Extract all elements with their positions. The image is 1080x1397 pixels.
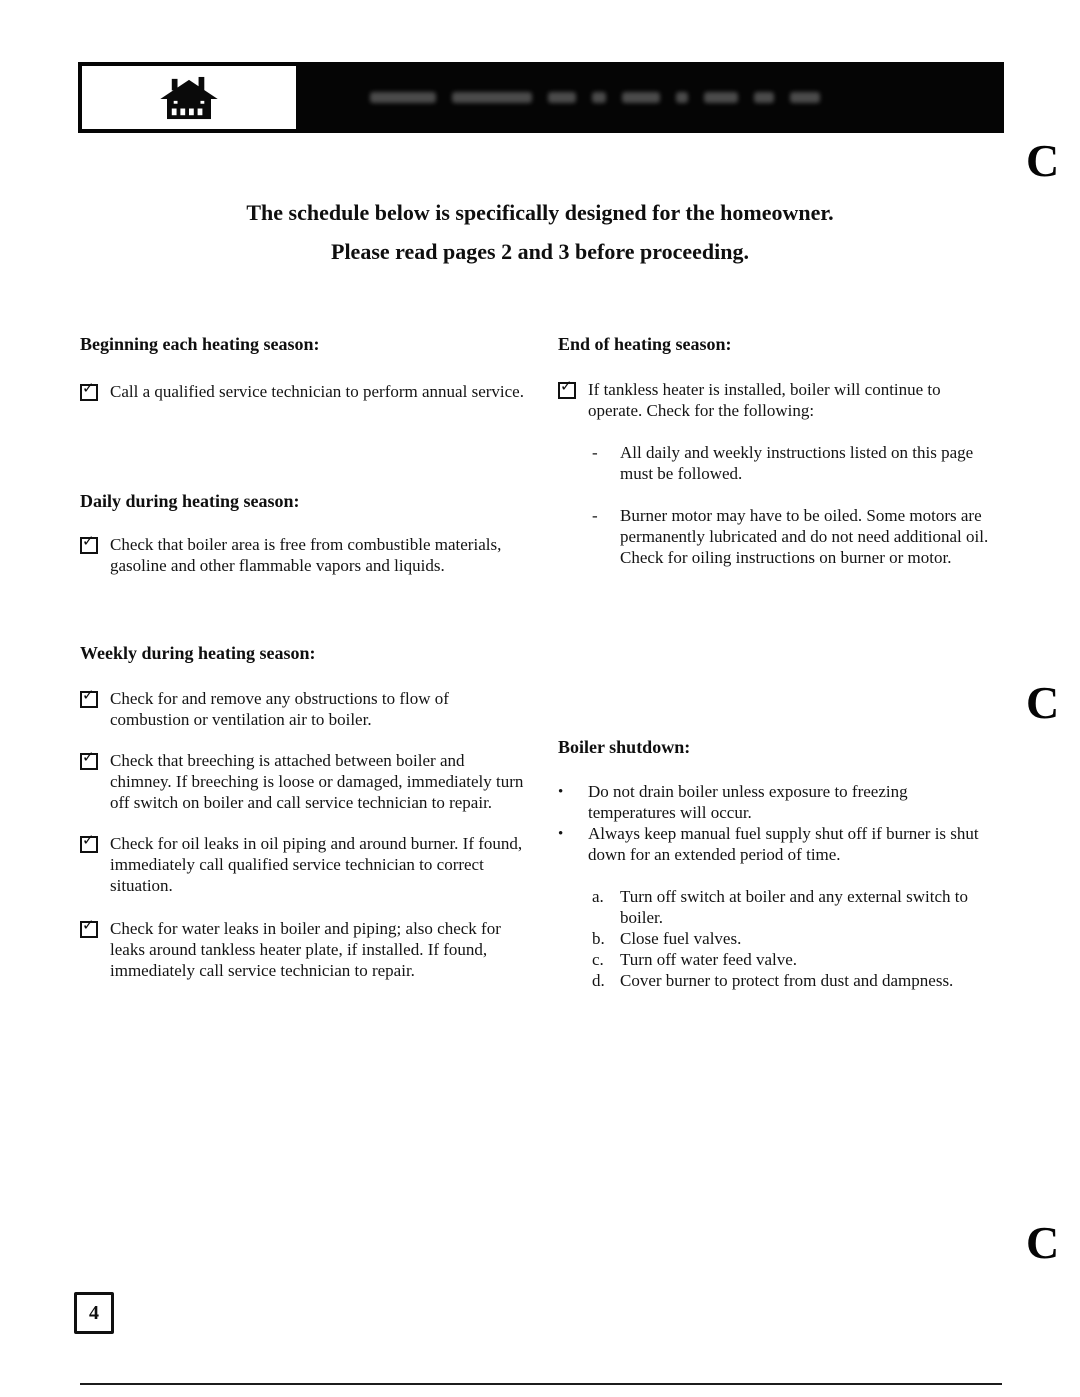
check-glyph: ✓: [82, 916, 95, 934]
house-icon: [160, 76, 218, 120]
check-glyph: ✓: [82, 748, 95, 766]
list-item: [558, 949, 992, 970]
item-text: Check for water leaks in boiler and piping; also check for leaks around tankless heater plate, if installed. If found, immediately call service technician to repair.: [110, 919, 501, 980]
list-item: [558, 823, 992, 865]
list-item: [80, 918, 528, 981]
item-text: Check for oil leaks in oil piping and around burner. If found, immediately call qualified service technician to correct situation.: [110, 834, 523, 895]
check-glyph: ✓: [560, 377, 573, 395]
check-glyph: ✓: [82, 379, 95, 397]
list-item: [80, 534, 528, 576]
checked-checkbox-icon: [80, 748, 98, 770]
check-glyph: ✓: [82, 532, 95, 550]
item-text: Check that boiler area is free from combustible materials, gasoline and other flammable vapors and liquids.: [110, 535, 502, 575]
list-item: [80, 833, 528, 896]
list-item: [558, 442, 992, 484]
item-text: All daily and weekly instructions listed on this page must be followed.: [620, 443, 974, 483]
bullet-marker: •: [558, 784, 564, 800]
heading-boiler-shutdown: Boiler shutdown:: [558, 737, 691, 757]
illegible-text-smudge: [676, 92, 688, 103]
item-text: Burner motor may have to be oiled. Some motors are permanently lubricated and do not need additional oil. Check for oiling instructions on burner or motor.: [620, 506, 989, 567]
list-item: [558, 379, 992, 421]
banner-title-blurred: [300, 62, 1004, 133]
item-text: Check that breeching is attached between boiler and chimney. If breeching is loose or damaged, immediately turn off switch on boiler and call service technician to repair.: [110, 751, 524, 812]
item-text: Do not drain boiler unless exposure to freezing temperatures will occur.: [588, 782, 908, 822]
margin-mark: C: [1026, 677, 1060, 728]
illegible-text-smudge: [452, 92, 532, 103]
illegible-text-smudge: [370, 92, 436, 103]
bottom-rule: [80, 1383, 1002, 1385]
illegible-text-smudge: [754, 92, 774, 103]
checked-checkbox-icon: [80, 916, 98, 938]
list-item: [558, 505, 992, 568]
logo-panel: [78, 62, 300, 133]
illegible-text-smudge: [548, 92, 576, 103]
item-text: If tankless heater is installed, boiler will continue to operate. Check for the following:: [588, 380, 941, 420]
heading-daily-season: Daily during heating season:: [80, 491, 300, 511]
list-item: [558, 928, 992, 949]
list-item: [80, 688, 528, 730]
letter-marker: b.: [592, 929, 605, 948]
checked-checkbox-icon: [558, 377, 576, 399]
checked-checkbox-icon: [80, 686, 98, 708]
marker-cell: [80, 833, 110, 858]
dash-marker: -: [592, 443, 598, 462]
page-title: [0, 193, 1080, 271]
item-text: Check for and remove any obstructions to flow of combustion or ventilation air to boiler.: [110, 689, 449, 729]
right-column: [558, 333, 992, 991]
list-item: [558, 886, 992, 928]
bullet-marker: •: [558, 826, 564, 842]
illegible-text-smudge: [790, 92, 820, 103]
item-text: Always keep manual fuel supply shut off if burner is shut down for an extended period of time.: [588, 824, 979, 864]
item-text: Turn off switch at boiler and any external switch to boiler.: [620, 887, 968, 927]
marker-cell: [80, 688, 110, 713]
title-line-2: Please read pages 2 and 3 before proceeding.: [331, 239, 749, 264]
letter-marker: d.: [592, 971, 605, 990]
list-item: [558, 970, 992, 991]
check-glyph: ✓: [82, 831, 95, 849]
left-column: [80, 333, 528, 981]
heading-weekly-season: Weekly during heating season:: [80, 643, 316, 663]
checked-checkbox-icon: [80, 532, 98, 554]
letter-marker: a.: [592, 887, 604, 906]
dash-marker: -: [592, 506, 598, 525]
item-text: Call a qualified service technician to perform annual service.: [110, 382, 524, 401]
marker-cell: [80, 750, 110, 775]
item-text: Cover burner to protect from dust and dampness.: [620, 971, 954, 990]
checked-checkbox-icon: [80, 831, 98, 853]
heading-end-of-season: End of heating season:: [558, 334, 732, 354]
title-line-1: The schedule below is specifically designed for the homeowner.: [246, 200, 834, 225]
page-number: 4: [74, 1292, 114, 1334]
list-item: [558, 781, 992, 823]
letter-marker: c.: [592, 950, 604, 969]
margin-mark: C: [1026, 135, 1060, 186]
heading-beginning-season: Beginning each heating season:: [80, 334, 320, 354]
item-text: Close fuel valves.: [620, 929, 742, 948]
illegible-text-smudge: [704, 92, 738, 103]
illegible-text-smudge: [592, 92, 606, 103]
marker-cell: [80, 918, 110, 943]
list-item: [80, 381, 528, 406]
margin-mark: C: [1026, 1217, 1060, 1268]
check-glyph: ✓: [82, 686, 95, 704]
header-banner: [78, 62, 1004, 133]
marker-cell: [80, 534, 110, 559]
marker-cell: [558, 379, 588, 404]
illegible-text-smudge: [622, 92, 660, 103]
checked-checkbox-icon: [80, 379, 98, 401]
item-text: Turn off water feed valve.: [620, 950, 798, 969]
list-item: [80, 750, 528, 813]
marker-cell: [80, 381, 110, 406]
